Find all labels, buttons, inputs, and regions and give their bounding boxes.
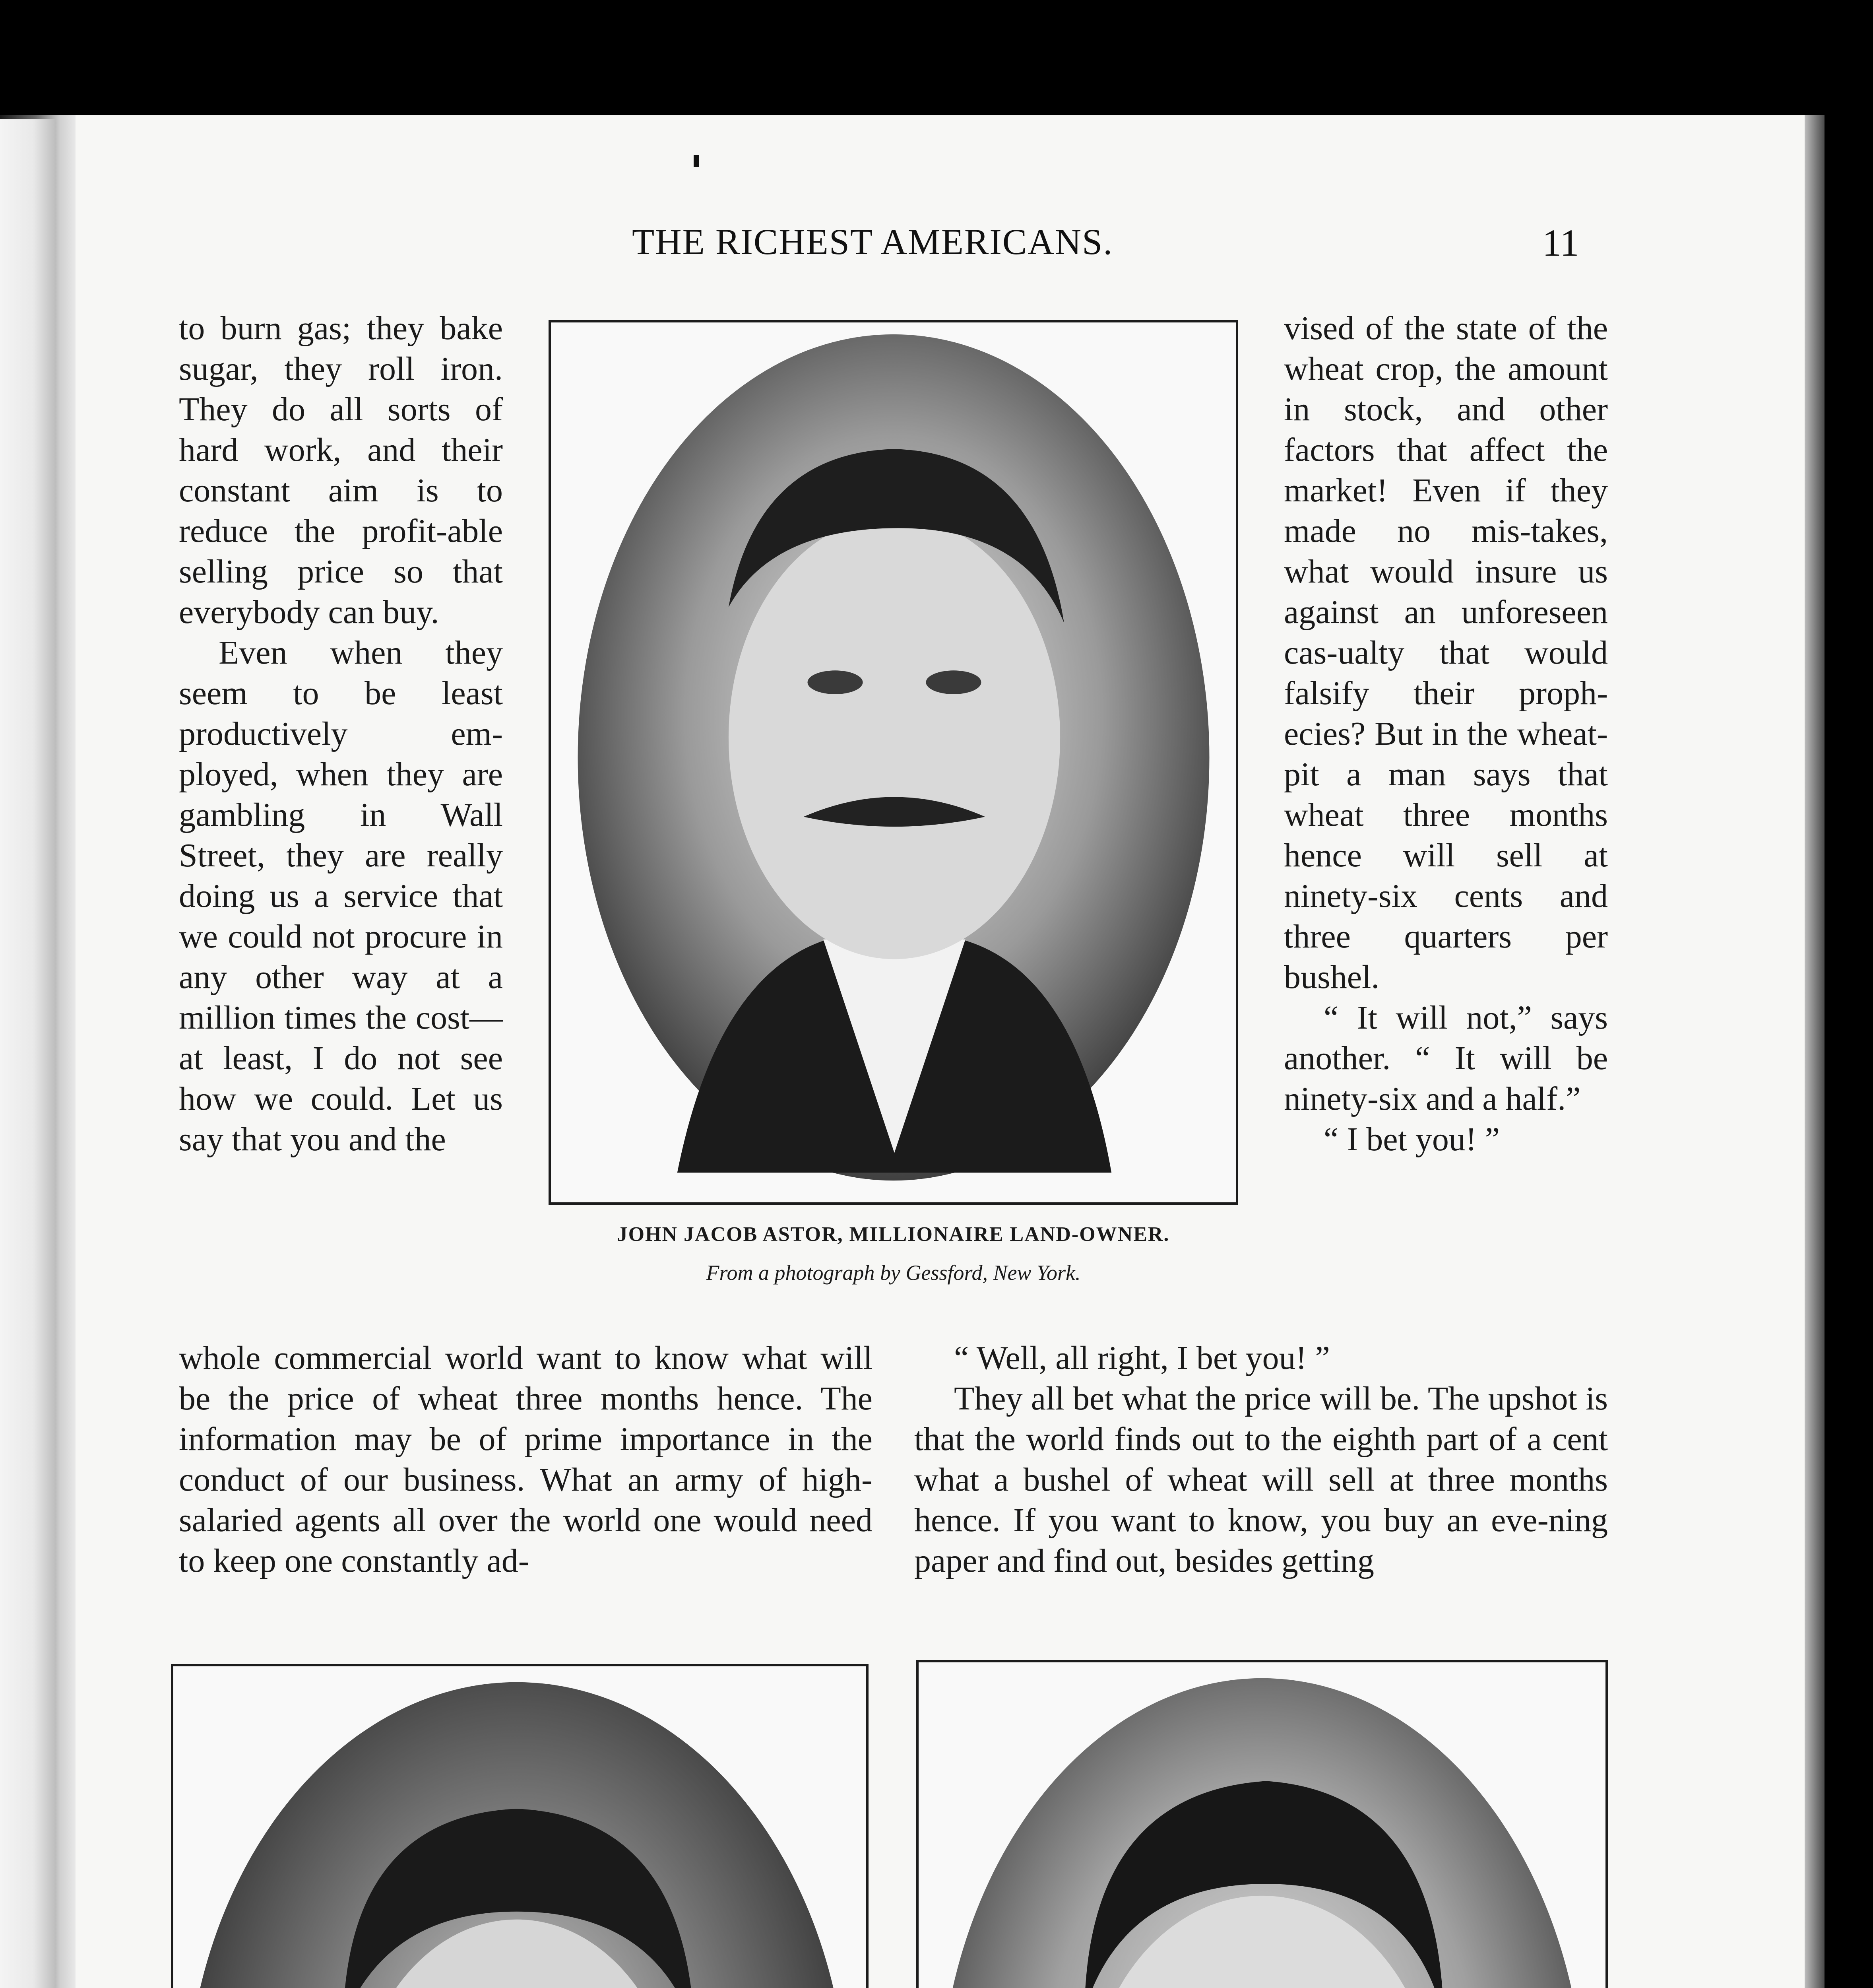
portrait-astor [549, 320, 1238, 1205]
print-speck [694, 155, 699, 167]
credit-astor: From a photograph by Gessford, New York. [706, 1261, 1081, 1285]
page-number: 11 [1542, 221, 1579, 264]
paragraph: Even when they seem to be least productively em-ployed, when they are gambling in Wall Street, they are really doing us a service that we could not procure in any other way at a million times the cost—at least, I do not see how we could. Let us say that you and the [179, 634, 503, 1158]
paragraph: “ Well, all right, I bet you! ” [954, 1340, 1330, 1376]
article-span-right [914, 1338, 1608, 1624]
portrait-alfred-image [173, 1666, 866, 1988]
portrait-astor-image [551, 322, 1236, 1202]
article-right-column [1284, 308, 1608, 1338]
running-header: THE RICHEST AMERICANS. [632, 221, 1113, 262]
portrait-alfred-vanderbilt [171, 1664, 869, 1988]
page-edge-shadow [1805, 115, 1825, 1988]
article-left-column [179, 308, 503, 1338]
article-span-left [179, 1338, 873, 1624]
paragraph: “ I bet you! ” [1324, 1121, 1500, 1158]
paragraph: whole commercial world want to know what will be the price of wheat three months hence. The information may be of prime importance in the conduct of our business. What an army of high-salaried agents all over the world one would need to keep one constantly ad- [179, 1340, 873, 1579]
caption-astor: JOHN JACOB ASTOR, MILLIONAIRE LAND-OWNER. [617, 1223, 1170, 1246]
portrait-william-vanderbilt [916, 1660, 1608, 1988]
paragraph: “ It will not,” says another. “ It will be ninety-six and a half.” [1284, 999, 1608, 1117]
facing-page-strip [0, 119, 56, 1988]
paragraph: vised of the state of the wheat crop, the amount in stock, and other factors that affect the market! Even if they made no mis-takes, what would insure us against an unforeseen cas-ualty that would falsify their proph-ecies? But in the wheat-pit a man says that wheat three months hence will sell at ninety-six cents and three quarters per bushel. [1284, 310, 1608, 996]
portrait-william-image [919, 1662, 1605, 1988]
paragraph: They all bet what the price will be. The upshot is that the world finds out to the eighth part of a cent what a bushel of wheat will sell at three months hence. If you want to know, you buy an eve-ning paper and find out, besides getting [914, 1380, 1608, 1579]
paragraph: to burn gas; they bake sugar, they roll iron. They do all sorts of hard work, and their constant aim is to reduce the profit-able selling price so that everybody can buy. [179, 310, 503, 631]
